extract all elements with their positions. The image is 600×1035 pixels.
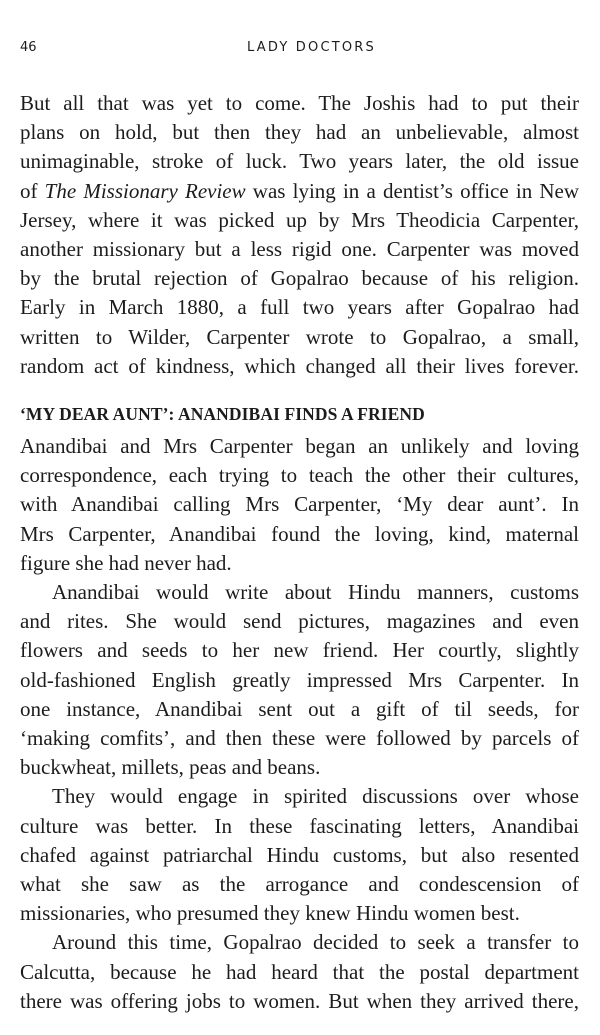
publication-title: The Missionary Review — [44, 178, 246, 203]
running-head — [20, 40, 579, 60]
text-line: with Anandibai calling Mrs Carpenter, ‘My dear aunt’. In — [20, 492, 579, 517]
paragraph — [20, 782, 579, 928]
text-line: Calcutta, because he had heard that the postal department — [20, 959, 579, 984]
paragraph — [20, 432, 579, 578]
text-line: one instance, Anandibai sent out a gift of til seeds, for — [20, 696, 579, 721]
body-text — [20, 89, 579, 1016]
text-line: by the brutal rejection of Gopalrao because of his religion. — [20, 266, 579, 291]
text-line: They would engage in spirited discussions over whose — [52, 784, 579, 809]
text-line: Early in March 1880, a full two years after Gopalrao had — [20, 295, 579, 320]
text-line: written to Wilder, Carpenter wrote to Gopalrao, a small, — [20, 324, 579, 349]
text-line: correspondence, each trying to teach the other their cultures, — [20, 463, 579, 488]
text-line: Mrs Carpenter, Anandibai found the loving, kind, maternal — [20, 521, 579, 546]
text-run: was lying in a dentist’s office in New — [245, 178, 580, 203]
running-title: LADY DOCTORS — [247, 40, 376, 55]
text-line: and rites. She would send pictures, magazines and even — [20, 609, 579, 634]
text-line: figure she had never had. — [20, 550, 232, 575]
text-line: plans on hold, but then they had an unbelievable, almost — [20, 120, 579, 145]
text-line: buckwheat, millets, peas and beans. — [20, 755, 321, 780]
paragraph — [20, 89, 579, 381]
text-line: culture was better. In these fascinating letters, Anandibai — [20, 813, 579, 838]
text-line: unimaginable, stroke of luck. Two years later, the old issue — [20, 149, 579, 174]
text-line: chafed against patriarchal Hindu customs, but also resented — [20, 842, 579, 867]
text-line: another missionary but a less rigid one. Carpenter was moved — [20, 237, 579, 262]
text-line: random act of kindness, which changed all their lives forever. — [20, 353, 579, 378]
text-line: flowers and seeds to her new friend. Her courtly, slightly — [20, 638, 579, 663]
text-line: what she saw as the arrogance and condescension of — [20, 872, 579, 897]
text-run: of — [20, 178, 45, 203]
text-line: Jersey, where it was picked up by Mrs Theodicia Carpenter, — [20, 207, 579, 232]
text-line: missionaries, who presumed they knew Hindu women best. — [20, 901, 520, 926]
text-line: ‘making comfits’, and then these were followed by parcels of — [20, 726, 579, 751]
text-line: But all that was yet to come. The Joshis had to put their — [20, 91, 579, 115]
text-line: Anandibai and Mrs Carpenter began an unlikely and loving — [20, 434, 579, 459]
book-page — [20, 0, 579, 1035]
text-line: Anandibai would write about Hindu manners, customs — [52, 580, 579, 605]
paragraph — [20, 578, 579, 782]
page-number: 46 — [20, 40, 37, 55]
section-heading: ‘MY DEAR AUNT’: ANANDIBAI FINDS A FRIEND — [20, 404, 425, 425]
text-line: there was offering jobs to women. But when they arrived there, — [20, 988, 579, 1013]
text-line: Around this time, Gopalrao decided to seek a transfer to — [52, 930, 579, 955]
text-line-with-italic — [20, 177, 579, 206]
text-line: old-fashioned English greatly impressed Mrs Carpenter. In — [20, 667, 579, 692]
paragraph — [20, 928, 579, 1016]
